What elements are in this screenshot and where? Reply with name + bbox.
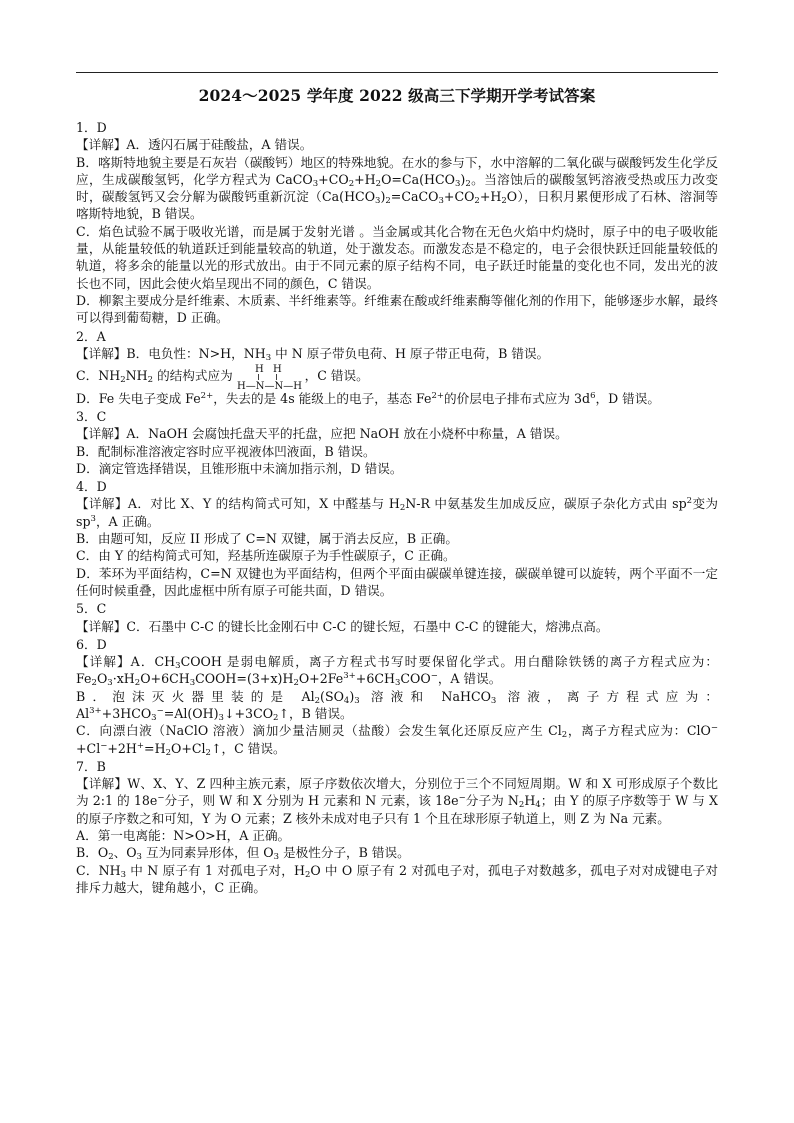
q6-explain-b: B．泡沫灭火器里装的是 $Al_2(SO_4)_3$ 溶液和 NaHCO$_3$ 溶液，离子方程式应为：$Al^{3+}+3HCO_3^-=Al(OH)_3↓+3CO_2↑$，B 错误。 xyxy=(76,688,718,723)
q3-explain-a: 【详解】A．NaOH 会腐蚀托盘天平的托盘，应把 NaOH 放在小烧杯中称量，A 错误。 xyxy=(76,426,568,442)
q1-explain-d: D．柳絮主要成分是纤维素、木质素、半纤维素等。纤维素在酸或纤维素酶等催化剂的作用下，能够逐步水解，最终可以得到葡萄糖，D 正确。 xyxy=(76,292,718,326)
struct-h-top-right: H xyxy=(272,363,282,375)
q6-answer: 6．D xyxy=(76,636,107,652)
header-rule xyxy=(76,72,718,73)
q1-explain-c: C．焰色试验不属于吸收光谱，而是属于发射光谱 。当金属或其化合物在无色火焰中灼烧时，原子中的电子吸收能量，从能量较低的轨道跃迁到能量较高的轨道，处于激发态。而激发态是不稳定的，电子会很快跃迁回能量较低的轨道，将多余的能量以光的形式放出。由于不同元素的原子结构不同，电子跃迁时能量的变化也不同，发出光的波长也不同，因此会使火焰呈现出不同的颜色，C 错误。 xyxy=(76,223,718,291)
q7-answer: 7．B xyxy=(76,758,106,774)
q6-explain-a: 【详解】A．$CH_3COOH$ 是弱电解质，离子方程式书写时要保留化学式。用白醋除铁锈的离子方程式应为：$Fe_2O_3\cdot xH_2O+6CH_3COOH=(3+x)H_2O+2Fe^{3+}+6CH_3COO^-$，A 错误。 xyxy=(76,654,718,689)
q7-explain-intro: 【详解】W、X、Y、Z 四种主族元素，原子序数依次增大，分别位于三个不同短周期。W 和 X 可形成原子个数比为 2:1 的 18e−分子，则 W 和 X 分别为 H 元素和 N 元素，该 18e−分子为 $N_2H_4$；由 Y 的原子序数等于 W 与 X 的原子序数之和可知，Y 为 O 元素；Z 核外未成对电子只有 1 个且在球形原子轨道上，则 Z 为 Na 元素。 xyxy=(76,776,718,826)
struct-main-chain: H—N—N—H xyxy=(236,380,302,391)
q6-explain-c: C．向漂白液（NaClO 溶液）滴加少量洁厕灵（盐酸）会发生氧化还原反应产生 $Cl_2$，离子方程式应为：$ClO^-+Cl^-+2H^+=H_2O+Cl_2↑$，C 错误。 xyxy=(76,723,718,758)
q5-explain-c: 【详解】C．石墨中 C-C 的键长比金刚石中 C-C 的键长短，石墨中 C-C 的键能大，熔沸点高。 xyxy=(76,618,609,634)
struct-h-top-left: H xyxy=(254,363,264,375)
q4-explain-c: C．由 Y 的结构简式可知，羟基所连碳原子为手性碳原子，C 正确。 xyxy=(76,548,456,564)
q2-answer: 2．A xyxy=(76,328,106,344)
q1-explain-b: B．喀斯特地貌主要是石灰岩（碳酸钙）地区的特殊地貌。在水的参与下，水中溶解的二氧化碳与碳酸钙发生化学反应，生成碳酸氢钙，化学方程式为 $CaCO_3+CO_2+H_2O=Ca(HCO_3)_2$。当溶蚀后的碳酸氢钙溶液受热或压力改变时，碳酸氢钙又会分解为碳酸钙重新沉淀$(Ca(HCO_3)_2=CaCO_3+CO_2+H_2O)$，日积月累便形成了石林、溶洞等喀斯特地貌，B 错误。 xyxy=(76,154,719,222)
q1-explain-a: 【详解】A．透闪石属于硅酸盐，A 错误。 xyxy=(76,137,313,153)
q2-explain-c: C．$NH_2NH_2$ 的结构式应为 H H H—N—N—H ，C 错误。 xyxy=(76,363,369,391)
q3-explain-d: D．滴定管选择错误，且锥形瓶中未滴加指示剂，D 错误。 xyxy=(76,460,403,476)
q4-explain-b: B．由题可知，反应 II 形成了 C=N 双键，属于消去反应，B 正确。 xyxy=(76,531,458,547)
q5-answer: 5．C xyxy=(76,601,107,617)
q7-explain-b: B．$O_2$、$O_3$ 互为同素异形体，但 $O_3$ 是极性分子，B 错误。 xyxy=(76,845,410,863)
q2-explain-b: 【详解】B．电负性：N>H，$NH_3$ 中 N 原子带负电荷、H 原子带正电荷，B 错误。 xyxy=(76,345,550,363)
q1-answer: 1．D xyxy=(76,120,107,135)
q4-explain-d: D．苯环为平面结构，C=N 双键也为平面结构，但两个平面由碳碳单键连接，碳碳单键可以旋转，两个平面不一定任何时候重叠，因此虚框中所有原子可能共面，D 错误。 xyxy=(76,565,718,598)
q3-explain-b: B．配制标准溶液定容时应平视液体凹液面，B 错误。 xyxy=(76,443,376,459)
page-title: 2024～2025 学年度 2022 级高三下学期开学考试答案 xyxy=(198,86,596,105)
q2-explain-d: D．Fe 失电子变成 $Fe^{2+}$，失去的是 4s 能级上的电子，基态 $Fe^{2+}$的价层电子排布式应为 $3d^6$，D 错误。 xyxy=(76,390,660,406)
q4-answer: 4．D xyxy=(76,479,107,495)
q7-explain-c: C．$NH_3$ 中 N 原子有 1 对孤电子对，$H_2O$ 中 O 原子有 2 对孤电子对，孤电子对数越多，孤电子对对成键电子对排斥力越大，键角越小，C 正确。 xyxy=(76,862,719,895)
answer-content xyxy=(76,118,718,896)
q7-explain-a: A．第一电离能：N>O>H，A 正确。 xyxy=(76,828,291,844)
q4-explain-a: 【详解】A．对比 X、Y 的结构简式可知，X 中醛基与 $H_2N-R$ 中氨基发生加成反应，碳原子杂化方式由 $sp^2$变为 $sp^3$，A 正确。 xyxy=(76,496,719,529)
hydrazine-structure-formula xyxy=(237,363,303,391)
q3-answer: 3．C xyxy=(76,408,107,424)
